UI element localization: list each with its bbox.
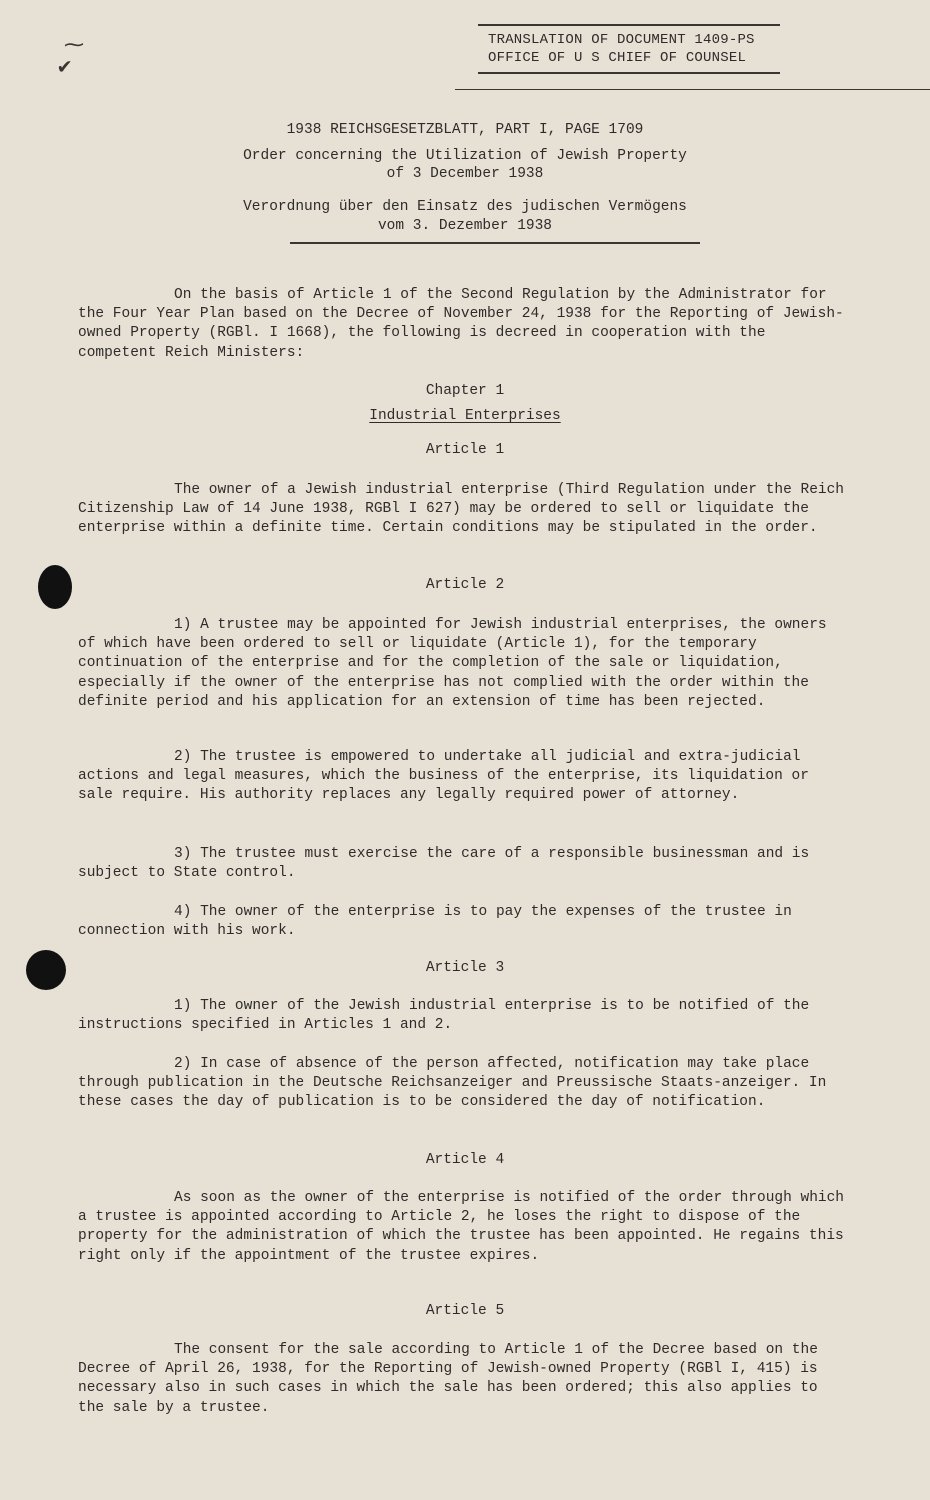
chapter-label: Chapter 1: [425, 383, 505, 399]
article-3-paragraph-1: 1) The owner of the Jewish industrial enterprise is to be notified of the instructions specified in Articles 1 and 2.: [78, 998, 810, 1034]
article-3-paragraph-2: 2) In case of absence of the person affected, notification may take place through publication in the Deutsche Reichsanzeiger and Preussische Staats-anzeiger. In these cases the day of publication is to be considered the day of notification.: [78, 1056, 827, 1111]
article-2-paragraph-4: 4) The owner of the enterprise is to pay the expenses of the trustee in connection with his work.: [78, 904, 792, 940]
title-line-1: 1938 REICHSGESETZBLATT, PART I, PAGE 1709: [286, 122, 644, 138]
article-4-paragraph: As soon as the owner of the enterprise is notified of the order through which a trustee is appointed according to Article 2, he loses the right to dispose of the property for the administration of which the trustee has been appointed. He regains this right only if the appointment of the trustee expires.: [78, 1190, 845, 1264]
article-3-heading: Article 3: [425, 960, 505, 976]
preamble-paragraph: On the basis of Article 1 of the Second Regulation by the Administrator for the Four Year Plan based on the Decree of November 24, 1938 for the Reporting of Jewish-owned Property (RGBl. I 1668), the following is decreed in cooperation with the competent Reich Ministers:: [78, 287, 844, 361]
handwritten-check: ✔: [58, 55, 72, 80]
header-long-rule: [455, 89, 930, 90]
title-rule: [290, 242, 700, 244]
title-line-5: vom 3. Dezember 1938: [377, 218, 553, 234]
title-line-4: Verordnung über den Einsatz des judischen Vermögens: [243, 199, 687, 215]
article-4-heading: Article 4: [425, 1152, 505, 1168]
header-top-rule: [478, 24, 780, 26]
article-2-heading: Article 2: [425, 577, 505, 593]
article-2-paragraph-1: 1) A trustee may be appointed for Jewish industrial enterprises, the owners of which have been ordered to sell or liquidate (Article 1), for the temporary continuation of the enterprise and for the completion of the sale or liquidation, especially if the owner of the enterprise has not complied with the order within the definite period and his application for an extension of time has been rejected.: [78, 617, 827, 710]
title-line-2: Order concerning the Utilization of Jewish Property: [243, 148, 687, 164]
header-line-2: OFFICE OF U S CHIEF OF COUNSEL: [488, 50, 747, 66]
chapter-title: Industrial Enterprises: [369, 408, 561, 424]
article-2-paragraph-3: 3) The trustee must exercise the care of a responsible businessman and is subject to State control.: [78, 846, 810, 882]
article-1-heading: Article 1: [425, 442, 505, 458]
article-1-paragraph: The owner of a Jewish industrial enterprise (Third Regulation under the Reich Citizenship Law of 14 June 1938, RGBl I 627) may be ordered to sell or liquidate the enterprise within a definite time. Certain conditions may be stipulated in the order.: [78, 482, 845, 537]
article-2-paragraph-2: 2) The trustee is empowered to undertake all judicial and extra-judicial actions and legal measures, which the business of the enterprise, its liquidation or sale require. His authority replaces any legally required power of attorney.: [78, 749, 809, 804]
header-line-1: TRANSLATION OF DOCUMENT 1409-PS: [488, 32, 755, 48]
handwritten-mark: ⁓: [64, 35, 84, 58]
article-5-paragraph: The consent for the sale according to Article 1 of the Decree based on the Decree of April 26, 1938, for the Reporting of Jewish-owned Property (RGBl I, 415) is necessary also in such cases in which the sale has been ordered; this also applies to the sale by a trustee.: [78, 1342, 818, 1416]
header-bottom-rule: [478, 72, 780, 74]
title-line-3: of 3 December 1938: [386, 166, 544, 182]
article-5-heading: Article 5: [425, 1303, 505, 1319]
